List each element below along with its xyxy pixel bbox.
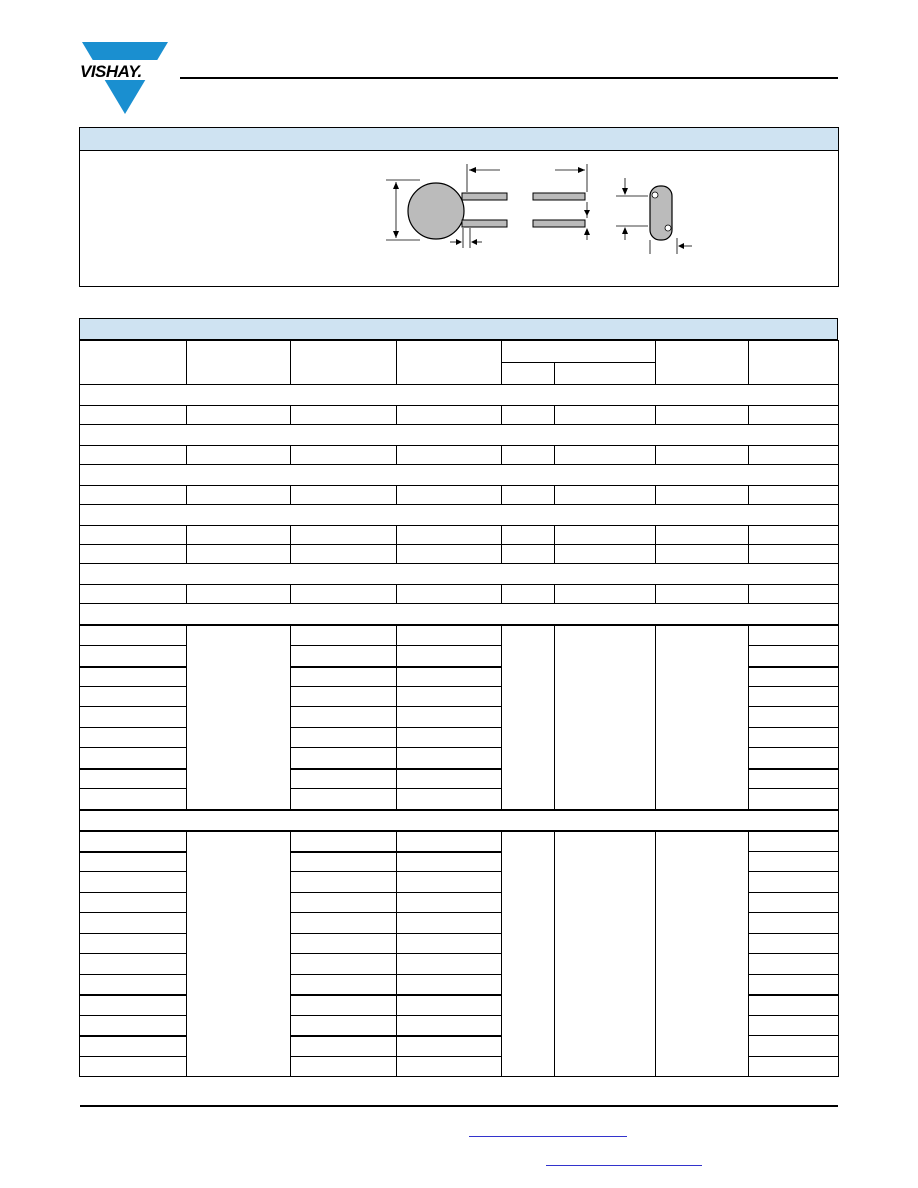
table-row xyxy=(80,545,839,564)
vishay-logo xyxy=(80,40,176,116)
group-row xyxy=(80,564,839,585)
footer-link-1[interactable] xyxy=(469,1126,627,1137)
table-header-row xyxy=(80,341,839,363)
table-row xyxy=(80,406,839,425)
header-col5b xyxy=(555,363,656,385)
table-row xyxy=(80,486,839,505)
header-col4 xyxy=(397,341,502,385)
ratings-title xyxy=(79,318,838,340)
footer-link-2[interactable] xyxy=(546,1155,702,1166)
header-col5a xyxy=(502,363,555,385)
table-row xyxy=(80,585,839,604)
dimensions-section xyxy=(79,127,839,287)
group-row xyxy=(80,604,839,625)
header-col1 xyxy=(80,341,187,385)
group-row xyxy=(80,425,839,446)
dimensions-title xyxy=(80,128,838,151)
header-col5-group xyxy=(502,341,656,363)
ratings-section xyxy=(79,318,838,1077)
logo-text: VISHAY. xyxy=(80,62,142,81)
table-row xyxy=(80,526,839,545)
table-row xyxy=(80,446,839,465)
group-row xyxy=(80,810,839,831)
table-row xyxy=(80,831,839,852)
group-row xyxy=(80,505,839,526)
dimensions-drawing xyxy=(310,158,710,263)
footer-rule xyxy=(80,1105,838,1107)
table-row xyxy=(80,625,839,646)
group-row xyxy=(80,385,839,406)
group-row xyxy=(80,465,839,486)
header-col7 xyxy=(749,341,839,385)
header-col2 xyxy=(187,341,291,385)
header-col6 xyxy=(656,341,749,385)
header-col3 xyxy=(291,341,397,385)
header-rule xyxy=(180,77,838,79)
ratings-table xyxy=(79,340,839,1077)
